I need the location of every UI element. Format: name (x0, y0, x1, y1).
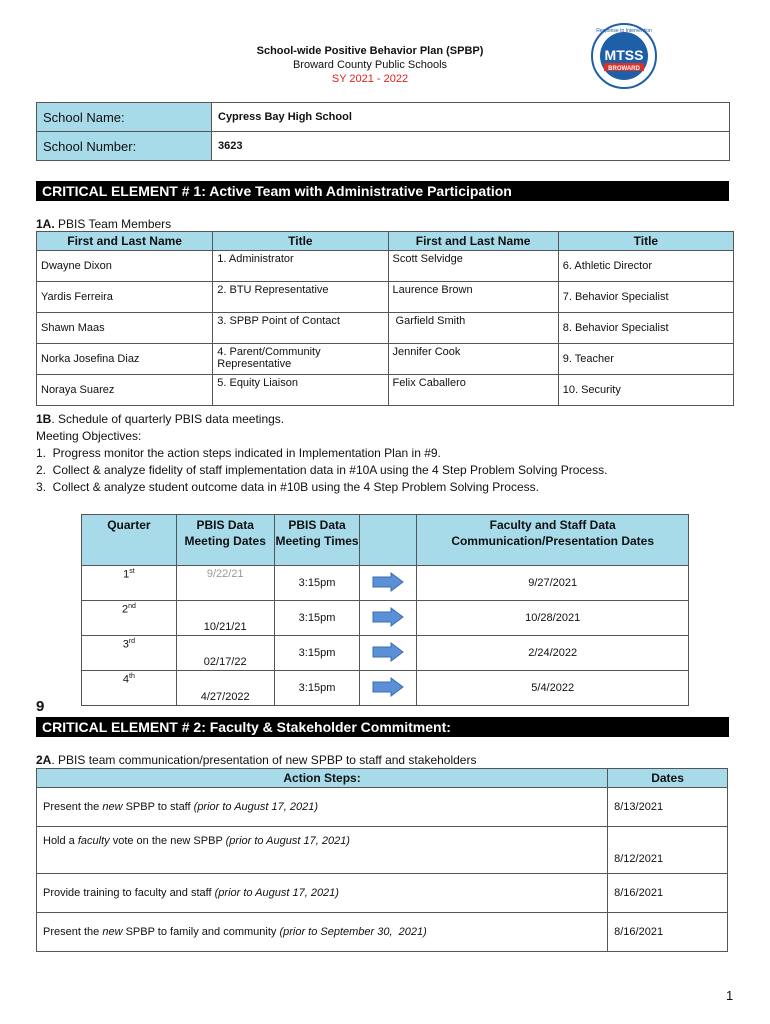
team-header-name-2: First and Last Name (388, 232, 558, 251)
logo-ring-text: Response to Intervention (596, 28, 652, 34)
action-date: 8/16/2021 (608, 874, 728, 913)
member-name: Jennifer Cook (388, 344, 558, 375)
action-step: Provide training to faculty and staff (prior to August 17, 2021) (37, 874, 608, 913)
member-name: Yardis Ferreira (37, 282, 213, 313)
dates-header: Dates (608, 769, 728, 788)
action-step: Present the new SPBP to staff (prior to August 17, 2021) (37, 788, 608, 827)
comm-date: 9/27/2021 (417, 566, 689, 601)
section-1b-label (36, 412, 284, 426)
section-2a-number: 2A (36, 753, 52, 767)
action-step: Present the new SPBP to family and community (prior to September 30, 2021) (37, 913, 608, 952)
team-header-title-1: Title (213, 232, 388, 251)
meeting-time: 3:15pm (274, 636, 360, 671)
team-header-title-2: Title (558, 232, 733, 251)
member-name: Shawn Maas (37, 313, 213, 344)
member-title: 10. Security (558, 375, 733, 406)
action-date: 8/16/2021 (608, 913, 728, 952)
comm-date: 10/28/2021 (417, 601, 689, 636)
objective-item: 2. Collect & analyze fidelity of staff implementation data in #10A using the 4 Step Problem Solving Process. (36, 463, 608, 477)
member-title: 7. Behavior Specialist (558, 282, 733, 313)
table-row (37, 251, 734, 282)
meeting-time: 3:15pm (274, 601, 360, 636)
district-name: Broward County Public Schools (292, 59, 448, 71)
member-name: Noraya Suarez (37, 375, 213, 406)
objectives-label: Meeting Objectives: (36, 429, 142, 443)
section-2a-label (36, 753, 476, 767)
member-name: Norka Josefina Diaz (37, 344, 213, 375)
member-title: 4. Parent/Community Representative (213, 344, 388, 375)
meeting-objectives (36, 428, 607, 496)
meetings-header-blank (360, 515, 417, 566)
member-title: 2. BTU Representative (213, 282, 388, 313)
arrow-cell (360, 671, 417, 706)
action-steps-table (36, 768, 728, 952)
meeting-date: 4/27/2022 (176, 671, 274, 706)
action-step: Hold a faculty vote on the new SPBP (prior to August 17, 2021) (37, 827, 608, 874)
member-title: 6. Athletic Director (558, 251, 733, 282)
action-steps-header: Action Steps: (37, 769, 608, 788)
section-1b-number: 1B (36, 412, 52, 426)
page-header (180, 44, 560, 86)
table-row (37, 827, 728, 874)
table-row (82, 636, 689, 671)
objective-item: 3. Collect & analyze student outcome data in #10B using the 4 Step Problem Solving Process. (36, 480, 539, 494)
mtss-logo (590, 22, 658, 90)
member-title: 9. Teacher (558, 344, 733, 375)
member-name: Garfield Smith (388, 313, 558, 344)
critical-element-2-title: CRITICAL ELEMENT # 2: Faculty & Stakeholder Commitment: (36, 717, 729, 737)
member-title: 8. Behavior Specialist (558, 313, 733, 344)
team-header-name-1: First and Last Name (37, 232, 213, 251)
meetings-header-dates: PBIS Data Meeting Dates (176, 515, 274, 566)
member-title: 1. Administrator (213, 251, 388, 282)
comm-date: 5/4/2022 (417, 671, 689, 706)
comm-date: 2/24/2022 (417, 636, 689, 671)
section-1b-text: . Schedule of quarterly PBIS data meetings. (51, 412, 285, 426)
arrow-cell (360, 566, 417, 601)
meetings-header-comm: Faculty and Staff Data Communication/Presentation Dates (417, 515, 689, 566)
page-number: 1 (726, 988, 734, 1003)
school-info-table (36, 102, 730, 161)
meeting-date: 9/22/21 (176, 566, 274, 601)
action-date: 8/13/2021 (608, 788, 728, 827)
school-name-label: School Name: (37, 103, 212, 132)
quarter-cell: 3rd (82, 636, 177, 671)
arrow-cell (360, 601, 417, 636)
meeting-date: 02/17/22 (176, 636, 274, 671)
table-row (37, 788, 728, 827)
team-members-table (36, 231, 734, 406)
critical-element-1-title: CRITICAL ELEMENT # 1: Active Team with Administrative Participation (36, 181, 729, 201)
right-arrow-icon (372, 642, 404, 662)
section-1a-number: 1A. (36, 217, 55, 231)
right-arrow-icon (372, 607, 404, 627)
school-year: SY 2021 - 2022 (331, 73, 409, 85)
meetings-table (81, 514, 689, 706)
table-row (82, 671, 689, 706)
table-row (37, 282, 734, 313)
table-row (82, 566, 689, 601)
objective-item: 1. Progress monitor the action steps indicated in Implementation Plan in #9. (36, 446, 441, 460)
member-name: Scott Selvidge (388, 251, 558, 282)
table-row (37, 913, 728, 952)
right-arrow-icon (372, 572, 404, 592)
meetings-header-times: PBIS Data Meeting Times (274, 515, 360, 566)
meeting-time: 3:15pm (274, 671, 360, 706)
meetings-header-quarter: Quarter (82, 515, 177, 566)
section-2a-text: . PBIS team communication/presentation of new SPBP to staff and stakeholders (51, 753, 477, 767)
action-date: 8/12/2021 (608, 827, 728, 874)
section-1a-label (36, 217, 171, 231)
table-row (37, 874, 728, 913)
member-title: 5. Equity Liaison (213, 375, 388, 406)
member-name: Dwayne Dixon (37, 251, 213, 282)
table-row (37, 375, 734, 406)
table-row (82, 601, 689, 636)
meeting-time: 3:15pm (274, 566, 360, 601)
table-row (37, 313, 734, 344)
school-number-value: 3623 (212, 132, 730, 161)
logo-main-text: MTSS (604, 47, 644, 63)
logo-sub-text: BROWARD (608, 66, 640, 72)
school-number-label: School Number: (37, 132, 212, 161)
section-1a-text: PBIS Team Members (54, 217, 172, 231)
meeting-date: 10/21/21 (176, 601, 274, 636)
quarter-cell: 1st (82, 566, 177, 601)
school-name-value: Cypress Bay High School (212, 103, 730, 132)
table-row (37, 344, 734, 375)
quarter-cell: 4th (82, 671, 177, 706)
member-title: 3. SPBP Point of Contact (213, 313, 388, 344)
member-name: Laurence Brown (388, 282, 558, 313)
right-arrow-icon (372, 677, 404, 697)
member-name: Felix Caballero (388, 375, 558, 406)
stray-number: 9 (36, 698, 45, 715)
arrow-cell (360, 636, 417, 671)
plan-title: School-wide Positive Behavior Plan (SPBP) (256, 45, 484, 57)
quarter-cell: 2nd (82, 601, 177, 636)
